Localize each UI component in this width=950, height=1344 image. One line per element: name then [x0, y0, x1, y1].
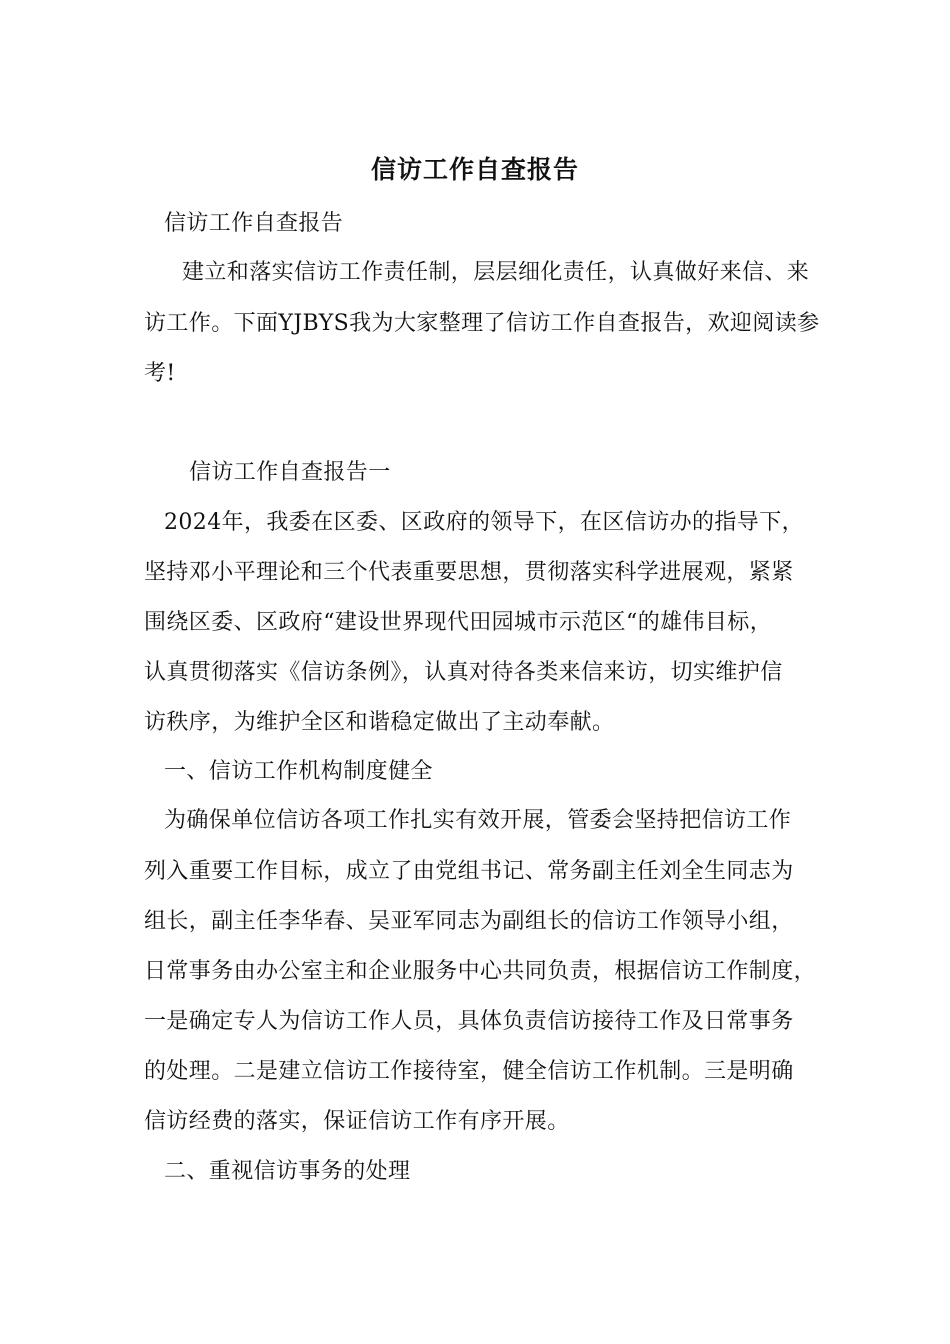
section-title: 信访工作自查报告一	[189, 460, 391, 485]
heading-1: 一、信访工作机构制度健全	[164, 759, 433, 784]
para2-line-3: 组长，副主任李华春、吴亚军同志为副组长的信访工作领导小组，	[144, 909, 794, 934]
para2-line-2: 列入重要工作目标，成立了由党组书记、常务副主任刘全生同志为	[144, 859, 794, 884]
document-subtitle: 信访工作自查报告	[164, 211, 344, 236]
document-title: 信访工作自查报告	[370, 155, 579, 184]
para1-line-1: 2024年，我委在区委、区政府的领导下，在区信访办的指导下，	[164, 510, 804, 535]
heading-2: 二、重视信访事务的处理	[164, 1159, 411, 1184]
para1-line-5: 访秩序，为维护全区和谐稳定做出了主动奉献。	[144, 710, 615, 735]
intro-line-2: 访工作。下面YJBYS我为大家整理了信访工作自查报告，欢迎阅读参	[144, 311, 820, 336]
intro-line-1: 建立和落实信访工作责任制，层层细化责任，认真做好来信、来	[182, 260, 810, 285]
para2-line-7: 信访经费的落实，保证信访工作有序开展。	[144, 1109, 570, 1134]
para1-line-2: 坚持邓小平理论和三个代表重要思想，贯彻落实科学进展观，紧紧	[144, 560, 794, 585]
intro-line-3: 考!	[144, 361, 176, 386]
para1-line-4: 认真贯彻落实《信访条例》，认真对待各类来信来访，切实维护信	[144, 660, 783, 685]
para1-line-3: 围绕区委、区政府“建设世界现代田园城市示范区“的雄伟目标，	[144, 610, 773, 635]
para2-line-4: 日常事务由办公室主和企业服务中心共同负责，根据信访工作制度，	[144, 959, 817, 984]
para2-line-1: 为确保单位信访各项工作扎实有效开展，管委会坚持把信访工作	[164, 808, 792, 833]
para2-line-6: 的处理。二是建立信访工作接待室，健全信访工作机制。三是明确	[144, 1059, 794, 1084]
para2-line-5: 一是确定专人为信访工作人员，具体负责信访接待工作及日常事务	[144, 1009, 794, 1034]
